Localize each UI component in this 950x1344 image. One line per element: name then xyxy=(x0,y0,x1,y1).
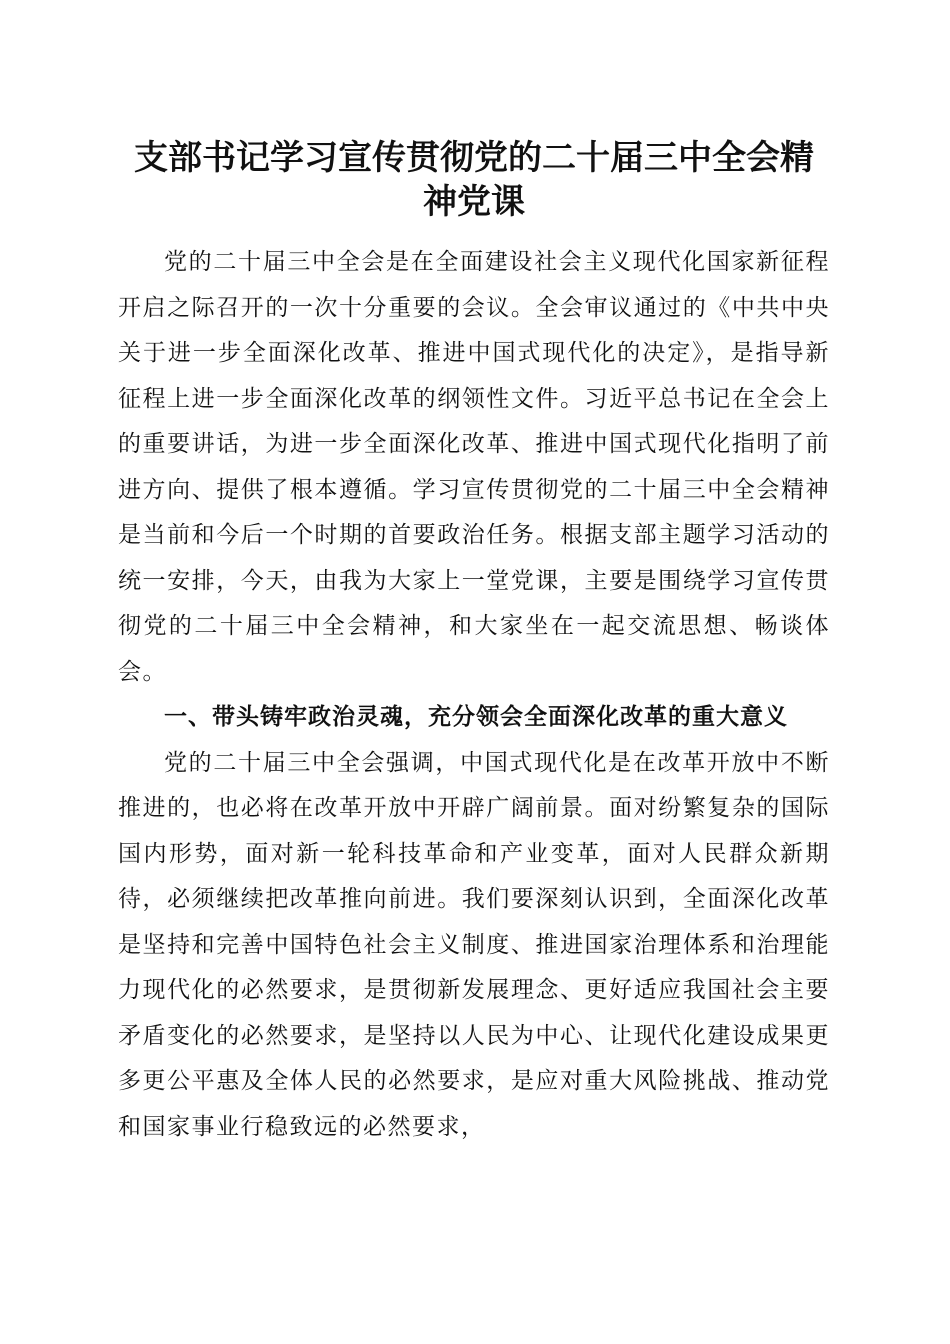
section-paragraph: 党的二十届三中全会强调，中国式现代化是在改革开放中不断推进的，也必将在改革开放中开辟广阔前景。面对纷繁复杂的国际国内形势，面对新一轮科技革命和产业变革，面对人民群众新期待，必须继续把改革推向前进。我们要深刻认识到，全面深化改革是坚持和完善中国特色社会主义制度、推进国家治理体系和治理能力现代化的必然要求，是贯彻新发展理念、更好适应我国社会主要矛盾变化的必然要求，是坚持以人民为中心、让现代化建设成果更多更公平惠及全体人民的必然要求，是应对重大风险挑战、推动党和国家事业行稳致远的必然要求， xyxy=(118,749,830,1140)
intro-paragraph: 党的二十届三中全会是在全面建设社会主义现代化国家新征程开启之际召开的一次十分重要的会议。全会审议通过的《中共中央关于进一步全面深化改革、推进中国式现代化的决定》，是指导新征程上进一步全面深化改革的纲领性文件。习近平总书记在全会上的重要讲话，为进一步全面深化改革、推进中国式现代化指明了前进方向、提供了根本遵循。学习宣传贯彻党的二十届三中全会精神是当前和今后一个时期的首要政治任务。根据支部主题学习活动的统一安排，今天，由我为大家上一堂党课，主要是围绕学习宣传贯彻党的二十届三中全会精神，和大家坐在一起交流思想、畅谈体会。 xyxy=(118,249,830,685)
document-body xyxy=(118,136,830,1150)
section-heading: 一、带头铸牢政治灵魂，充分领会全面深化改革的重大意义 xyxy=(164,704,788,730)
document-title: 支部书记学习宣传贯彻党的二十届三中全会精神党课 xyxy=(134,138,814,222)
